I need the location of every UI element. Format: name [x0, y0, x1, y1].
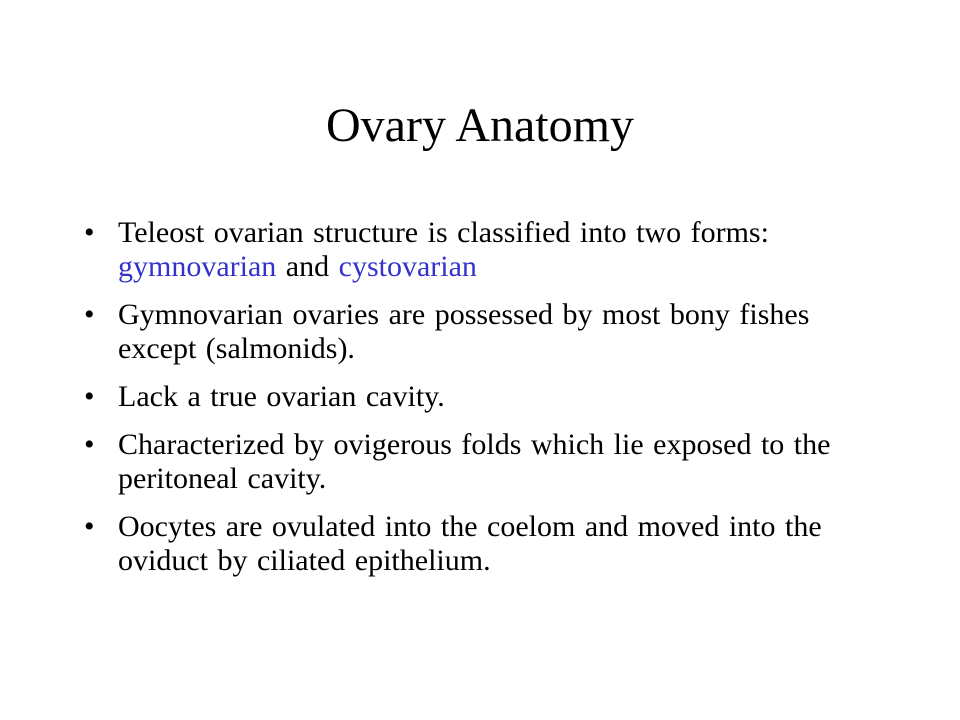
bullet-text: Oocytes are ovulated into the coelom and moved into the oviduct by ciliated epithelium. — [118, 510, 822, 577]
bullet-text: Gymnovarian ovaries are possessed by most bony fishes except (salmonids). — [118, 298, 810, 365]
bullet-text: Characterized by ovigerous folds which lie exposed to the peritoneal cavity. — [118, 428, 831, 495]
highlight-term-gymnovarian: gymnovarian — [118, 250, 277, 283]
bullet-item — [84, 380, 884, 414]
bullet-item — [84, 216, 884, 284]
highlight-term-cystovarian: cystovarian — [338, 250, 477, 283]
bullet-dot: • — [84, 510, 95, 543]
bullet-list — [84, 216, 884, 592]
slide-title: Ovary Anatomy — [326, 99, 634, 152]
bullet-item — [84, 298, 884, 366]
bullet-dot: • — [84, 216, 95, 249]
bullet-dot: • — [84, 428, 95, 461]
bullet-item — [84, 510, 884, 578]
bullet-item — [84, 428, 884, 496]
bullet-text: Teleost ovarian structure is classified into two forms: — [118, 216, 769, 249]
bullet-text-connector: and — [276, 250, 339, 283]
bullet-dot: • — [84, 298, 95, 331]
bullet-text: Lack a true ovarian cavity. — [118, 380, 445, 413]
bullet-dot: • — [84, 380, 95, 413]
